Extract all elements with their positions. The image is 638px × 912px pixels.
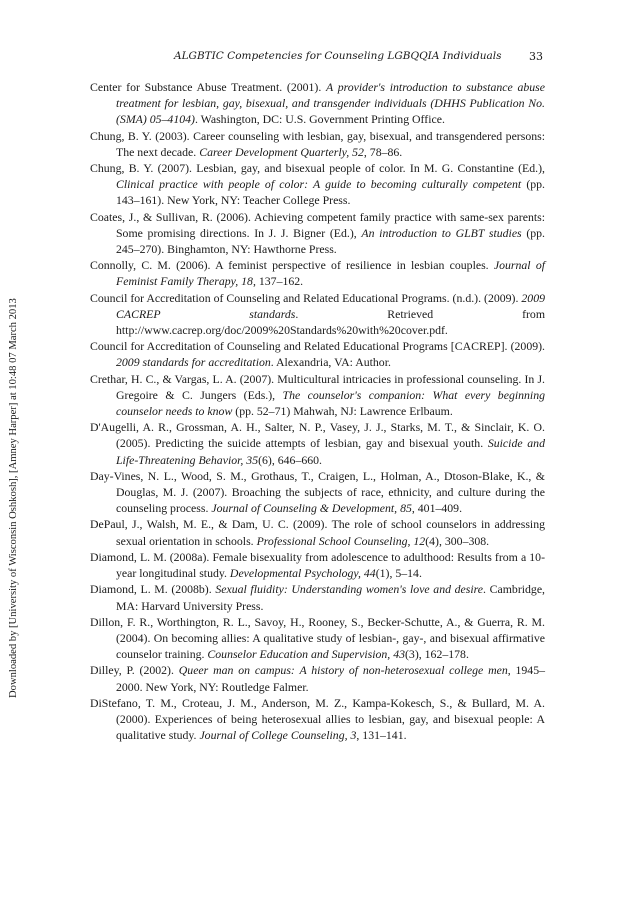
reference-list (90, 79, 545, 743)
reference-entry: Dilley, P. (2002). Queer man on campus: A history of non-heterosexual college men, 1945–2000. New York, NY: Routledge Falmer. (90, 663, 546, 694)
reference-entry: Day-Vines, N. L., Wood, S. M., Grothaus, T., Craigen, L., Holman, A., Dtoson-Blake, K., & Douglas, M. J. (2007). Broaching the subjects of race, ethnicity, and culture during the counseling process. Journal of Counseling & Development, 85, 401–409. (90, 468, 545, 516)
reference-entry: Center for Substance Abuse Treatment. (2001). A provider's introduction to substance abuse treatment for lesbian, gay, bisexual, and transgender individuals (DHHS Publication No. (SMA) 05–4104). Washington, DC: U.S. Government Printing Office. (90, 80, 545, 127)
reference-entry: DePaul, J., Walsh, M. E., & Dam, U. C. (2009). The role of school counselors in addressing sexual orientation in schools. Professional School Counseling, 12(4), 300–308. (90, 517, 545, 548)
reference-entry: Coates, J., & Sullivan, R. (2006). Achieving competent family practice with same-sex parents: Some promising directions. In J. J. Bigner (Ed.), An introduction to GLBT studies (pp. 245–270). Binghamton, NY: Hawthorne Press. (90, 209, 545, 257)
reference-entry: Connolly, C. M. (2006). A feminist perspective of resilience in lesbian couples. Journal of Feminist Family Therapy, 18, 137–162. (90, 258, 545, 289)
download-notice: Downloaded by [University of Wisconsin Oshkosh], [Amney Harper] at 10:48 07 March 2013 (8, 298, 19, 698)
reference-entry: DiStefano, T. M., Croteau, J. M., Anderson, M. Z., Kampa-Kokesch, S., & Bullard, M. A. (2000). Experiences of being heterosexual allies to lesbian, gay, and bisexual people: A qualitative study. Journal of College Counseling, 3, 131–141. (90, 695, 545, 743)
reference-entry: Dillon, F. R., Worthington, R. L., Savoy, H., Rooney, S., Becker-Schutte, A., & Guerra, R. M. (2004). On becoming allies: A qualitative study of lesbian-, gay-, and bisexual affirmative counselor training. Counselor Education and Supervision, 43(3), 162–178. (90, 614, 545, 662)
reference-entry: Diamond, L. M. (2008a). Female bisexuality from adolescence to adulthood: Results from a 10-year longitudinal study. Developmental Psychology, 44(1), 5–14. (90, 549, 545, 581)
reference-entry: Crethar, H. C., & Vargas, L. A. (2007). Multicultural intricacies in professional counseling. In J. Gregoire & C. Jungers (Eds.), The counselor's companion: What every beginning counselor needs to know (pp. 52–71) Mahwah, NJ: Lawrence Erlbaum. (90, 371, 545, 419)
running-head: ALGBTIC Competencies for Counseling LGBQQIA Individuals (174, 50, 502, 62)
reference-entry: Council for Accreditation of Counseling and Related Educational Programs. (n.d.). (2009). 2009 CACREP standards. Retrieved from http://www.cacrep.org/doc/2009%20Standards%20with%20cover.pdf. (90, 290, 545, 338)
reference-entry: Chung, B. Y. (2003). Career counseling with lesbian, gay, bisexual, and transgendered persons: The next decade. Career Development Quarterly, 52, 78–86. (90, 128, 545, 159)
reference-entry: Council for Accreditation of Counseling and Related Educational Programs [CACREP]. (2009). 2009 standards for accreditation. Alexandria, VA: Author. (90, 339, 545, 370)
reference-entry: Chung, B. Y. (2007). Lesbian, gay, and bisexual people of color. In M. G. Constantine (Ed.), Clinical practice with people of color: A guide to becoming culturally competent (pp. 143–161). New York, NY: Teacher College Press. (90, 161, 545, 208)
reference-entry: Diamond, L. M. (2008b). Sexual fluidity: Understanding women's love and desire. Cambridge, MA: Harvard University Press. (90, 582, 546, 613)
page-number: 33 (529, 50, 543, 63)
reference-entry: D'Augelli, A. R., Grossman, A. H., Salter, N. P., Vasey, J. J., Starks, M. T., & Sinclair, K. O. (2005). Predicting the suicide attempts of lesbian, gay and bisexual youth. Suicide and Life-Threatening Behavior, 35(6), 646–660. (90, 420, 545, 467)
